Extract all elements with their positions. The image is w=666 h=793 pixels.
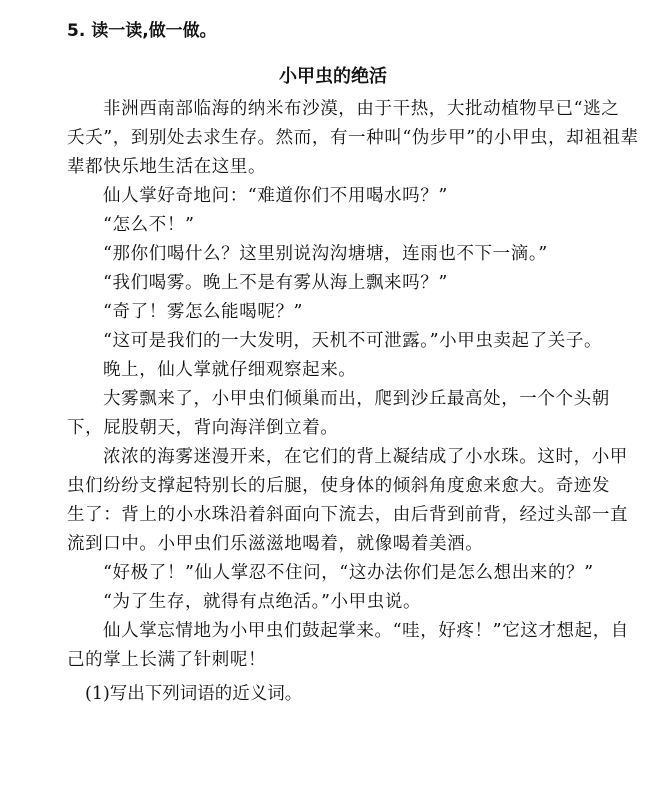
- question-1-prompt: (1)写出下列词语的近义词。: [85, 684, 303, 704]
- story-line: 夭夭”，到别处去求生存。然而，有一种叫“伪步甲”的小甲虫，却祖祖辈: [67, 128, 639, 148]
- story-line: “为了生存，就得有点绝活。”小甲虫说。: [103, 592, 422, 612]
- story-line: 晚上，仙人掌就仔细观察起来。: [103, 360, 357, 380]
- story-line: 生了：背上的小水珠沿着斜面向下流去，由后背到前背，经过头部一直: [67, 505, 629, 525]
- story-line: “那你们喝什么？这里别说沟沟塘塘，连雨也不下一滴。”: [103, 244, 548, 264]
- story-line: “我们喝雾。晚上不是有雾从海上飘来吗？”: [103, 273, 448, 293]
- story-line: 流到口中。小甲虫们乐滋滋地喝着，就像喝着美酒。: [67, 534, 484, 554]
- story-line: “怎么不！”: [103, 215, 195, 235]
- exercise-heading: 5. 读一读,做一做。: [67, 21, 217, 41]
- story-line: 非洲西南部临海的纳米布沙漠，由于干热，大批动植物早已“逃之: [103, 99, 620, 119]
- story-line: 下，屁股朝天，背向海洋倒立着。: [67, 418, 339, 438]
- story-line: 辈都快乐地生活在这里。: [67, 157, 267, 177]
- story-line: “好极了！”仙人掌忍不住问，“这办法你们是怎么想出来的？”: [103, 563, 594, 583]
- story-line: 浓浓的海雾迷漫开来，在它们的背上凝结成了小水珠。这时，小甲: [103, 447, 628, 467]
- story-line: 虫们纷纷支撑起特别长的后腿，使身体的倾斜角度愈来愈大。奇迹发: [67, 476, 610, 496]
- story-line: 仙人掌好奇地问：“难道你们不用喝水吗？”: [103, 186, 448, 206]
- story-line: “奇了！雾怎么能喝呢？”: [103, 302, 304, 322]
- story-line: 大雾飘来了，小甲虫们倾巢而出，爬到沙丘最高处，一个个头朝: [103, 389, 610, 409]
- story-title: 小甲虫的绝活: [279, 66, 387, 87]
- story-line: 仙人掌忘情地为小甲虫们鼓起掌来。“哇，好疼！”它这才想起，自: [103, 621, 629, 641]
- story-line: 己的掌上长满了针刺呢！: [67, 650, 267, 670]
- story-line: “这可是我们的一大发明，天机不可泄露。”小甲虫卖起了关子。: [103, 331, 603, 351]
